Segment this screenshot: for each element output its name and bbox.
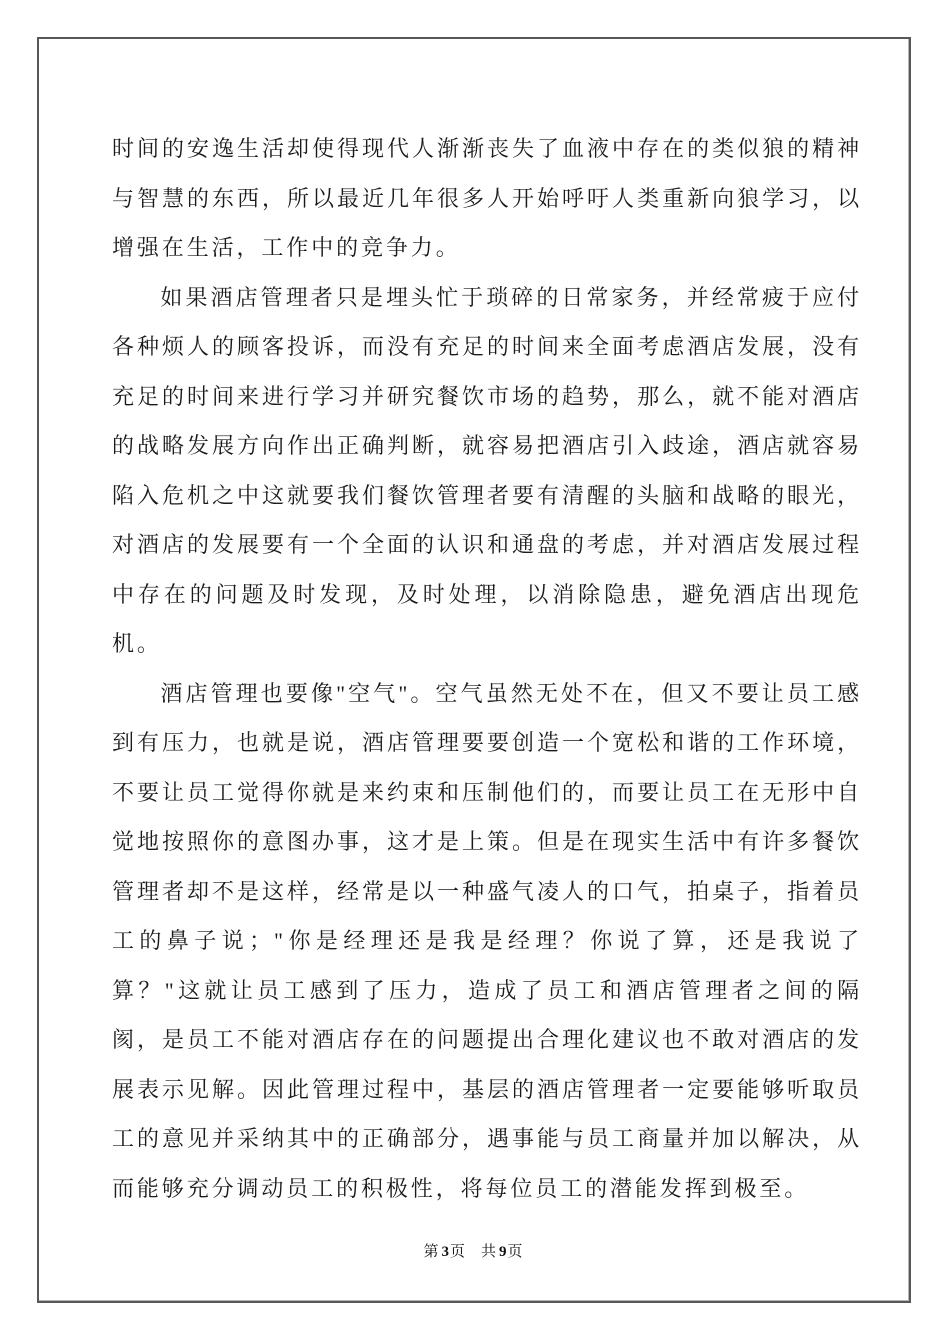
paragraph-wolf-spirit: 时间的安逸生活却使得现代人渐渐丧失了血液中存在的类似狼的精神与智慧的东西，所以最近几年很多人开始呼吁人类重新向狼学习，以增强在生活，工作中的竞争力。: [112, 136, 862, 260]
current-page-number: 3: [441, 1244, 449, 1260]
page-footer: [37, 1240, 911, 1261]
paragraph-manager-strategy: 如果酒店管理者只是埋头忙于琐碎的日常家务，并经常疲于应付各种烦人的顾客投诉，而没有充足的时间来全面考虑酒店发展，没有充足的时间来进行学习并研究餐饮市场的趋势，那么，就不能对酒店的战略发展方向作出正确判断，就容易把酒店引入歧途，酒店就容易陷入危机之中这就要我们餐饮管理者要有清醒的头脑和战略的眼光，对酒店的发展要有一个全面的认识和通盘的考虑，并对酒店发展过程中存在的问题及时发现，及时处理，以消除隐患，避免酒店出现危机。: [112, 284, 862, 656]
document-body: [112, 124, 862, 1213]
paragraph-management-air: 酒店管理也要像"空气"。空气虽然无处不在，但又不要让员工感到有压力，也就是说，酒店管理要要创造一个宽松和谐的工作环境，不要让员工觉得你就是来约束和压制他们的，而要让员工在无形中自觉地按照你的意图办事，这才是上策。但是在现实生活中有许多餐饮管理者却不是这样，经常是以一种盛气凌人的口气，拍桌子，指着员工的鼻子说；"你是经理还是我是经理？你说了算，还是我说了算？"这就让员工感到了压力，造成了员工和酒店管理者之间的隔阂，是员工不能对酒店存在的问题提出合理化建议也不敢对酒店的发展表示见解。因此管理过程中，基层的酒店管理者一定要能够听取员工的意见并采纳其中的正确部分，遇事能与员工商量并加以解决，从而能够充分调动员工的积极性，将每位员工的潜能发挥到极至。: [112, 680, 862, 1201]
page-label-suffix: 页: [449, 1244, 467, 1260]
total-page-number: 9: [499, 1244, 507, 1260]
page-label-prefix: 第: [423, 1244, 441, 1260]
total-label-suffix: 页: [507, 1244, 525, 1260]
total-label-prefix: 共: [481, 1244, 499, 1260]
